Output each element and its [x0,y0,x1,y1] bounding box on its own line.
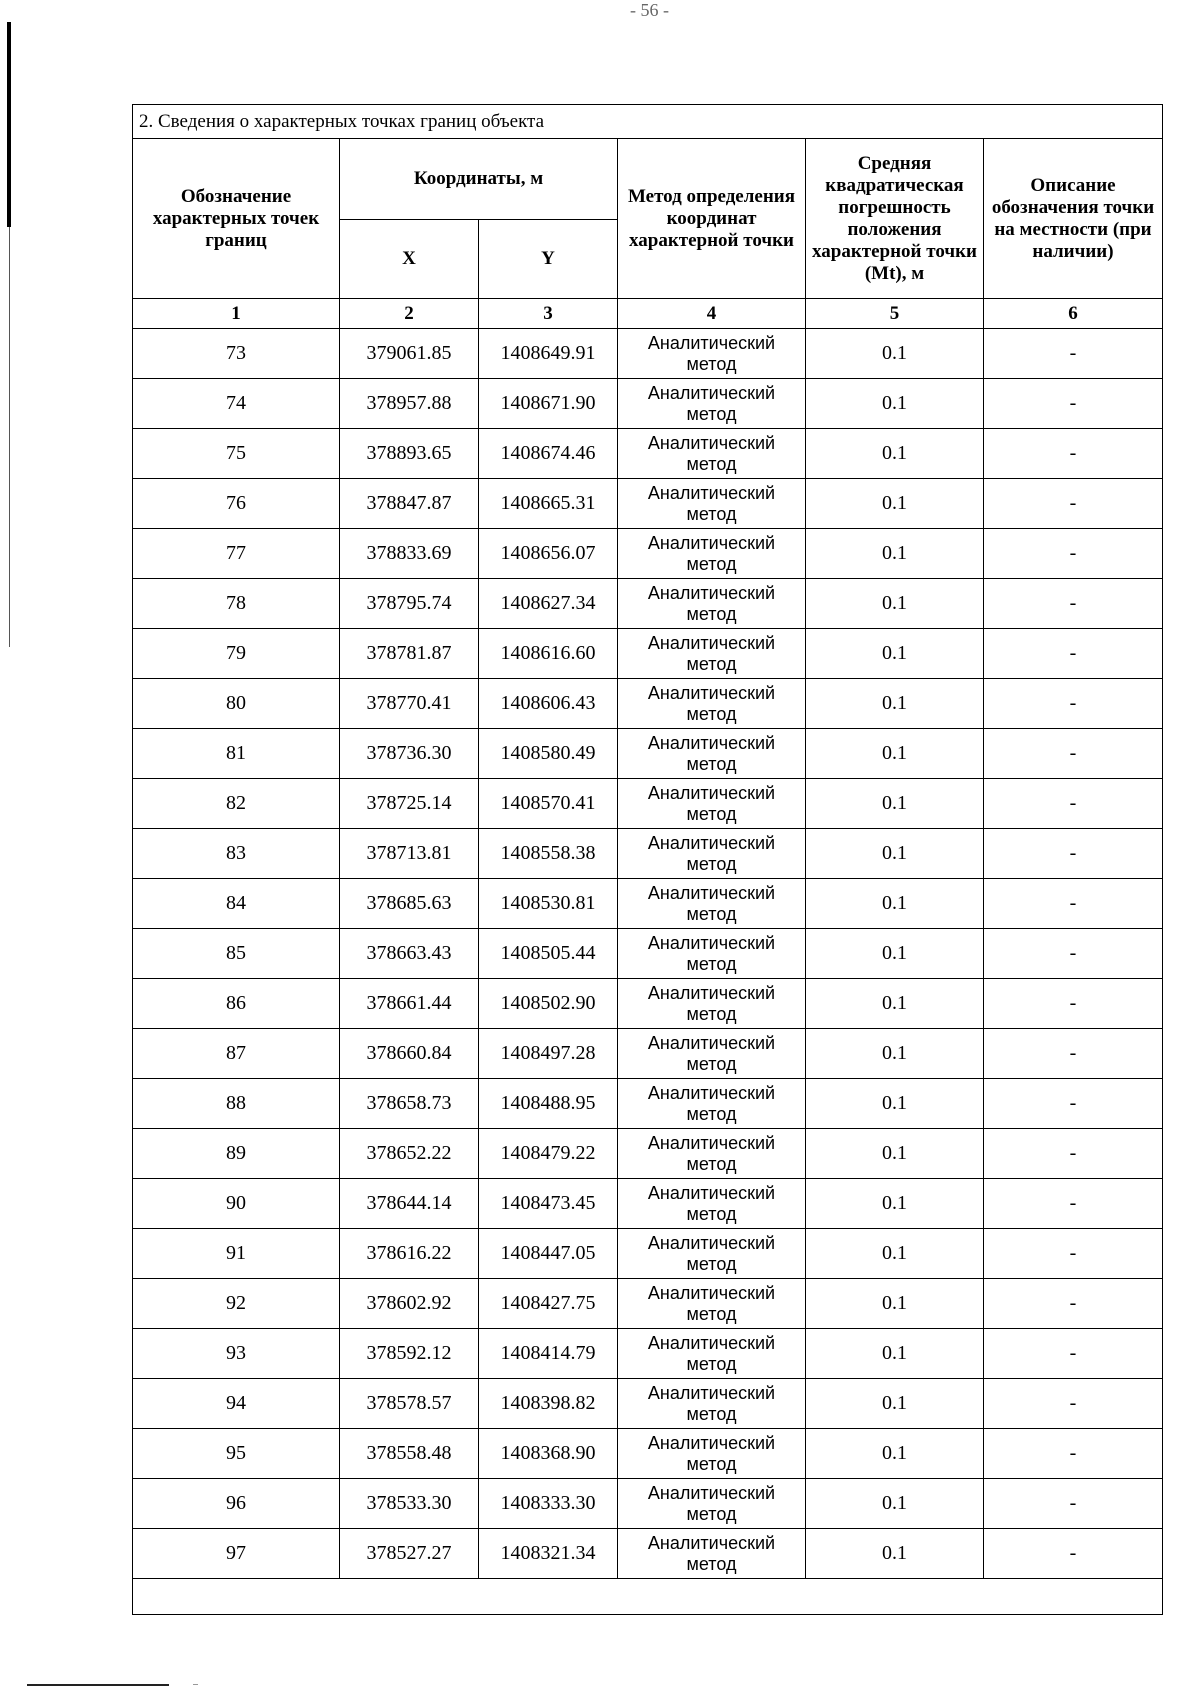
method-line: Аналитический [647,1232,776,1253]
x-cell: 378713.81 [340,829,479,879]
description-cell: - [984,729,1163,779]
method-line: метод [686,1553,737,1574]
y-cell: 1408333.30 [479,1479,618,1529]
method-line: метод [686,353,737,374]
description-cell: - [984,579,1163,629]
method-cell [618,479,806,529]
description-cell: - [984,1379,1163,1429]
error-cell: 0.1 [806,479,984,529]
method-line: Аналитический [647,1482,776,1503]
point-cell: 89 [133,1129,340,1179]
method-line: метод [686,1453,737,1474]
point-cell: 86 [133,979,340,1029]
table-row [133,929,1163,979]
method-line: метод [686,1203,737,1224]
empty-footer-cell [133,1579,1163,1615]
description-cell: - [984,529,1163,579]
description-cell: - [984,379,1163,429]
y-cell: 1408321.34 [479,1529,618,1579]
method-line: Аналитический [647,532,776,553]
y-cell: 1408414.79 [479,1329,618,1379]
error-cell: 0.1 [806,529,984,579]
scan-edge-line [9,227,10,647]
header-point-designation: Обозначение характерных точек границ [133,139,340,299]
method-line: метод [686,1353,737,1374]
method-line: Аналитический [647,1182,776,1203]
column-number: 3 [479,299,618,329]
method-line: Аналитический [647,1432,776,1453]
table-row [133,579,1163,629]
method-line: Аналитический [647,982,776,1003]
y-cell: 1408398.82 [479,1379,618,1429]
x-cell: 378558.48 [340,1429,479,1479]
error-cell: 0.1 [806,1129,984,1179]
description-cell: - [984,679,1163,729]
x-cell: 378781.87 [340,629,479,679]
method-cell [618,1379,806,1429]
header-y: Y [479,220,618,299]
x-cell: 378833.69 [340,529,479,579]
x-cell: 378616.22 [340,1229,479,1279]
description-cell: - [984,1479,1163,1529]
method-cell [618,1029,806,1079]
method-line: метод [686,1303,737,1324]
footer-dot [193,1684,198,1685]
method-line: Аналитический [647,1532,776,1553]
x-cell: 378652.22 [340,1129,479,1179]
error-cell: 0.1 [806,1229,984,1279]
method-cell [618,1279,806,1329]
y-cell: 1408427.75 [479,1279,618,1329]
column-number: 1 [133,299,340,329]
x-cell: 378644.14 [340,1179,479,1229]
description-cell: - [984,1429,1163,1479]
error-cell: 0.1 [806,1029,984,1079]
point-cell: 78 [133,579,340,629]
scan-edge-mark [7,22,11,227]
x-cell: 378592.12 [340,1329,479,1379]
y-cell: 1408656.07 [479,529,618,579]
table-row [133,1329,1163,1379]
x-cell: 379061.85 [340,329,479,379]
method-line: Аналитический [647,732,776,753]
description-cell: - [984,1029,1163,1079]
x-cell: 378770.41 [340,679,479,729]
point-cell: 81 [133,729,340,779]
table-row [133,479,1163,529]
footer-rule [27,1684,169,1686]
y-cell: 1408530.81 [479,879,618,929]
method-line: метод [686,703,737,724]
description-cell: - [984,1279,1163,1329]
x-cell: 378527.27 [340,1529,479,1579]
method-line: Аналитический [647,682,776,703]
x-cell: 378602.92 [340,1279,479,1329]
method-line: Аналитический [647,482,776,503]
y-cell: 1408502.90 [479,979,618,1029]
error-cell: 0.1 [806,729,984,779]
description-cell: - [984,979,1163,1029]
column-number: 6 [984,299,1163,329]
error-cell: 0.1 [806,1179,984,1229]
method-cell [618,579,806,629]
error-cell: 0.1 [806,1279,984,1329]
point-cell: 79 [133,629,340,679]
description-cell: - [984,1329,1163,1379]
x-cell: 378795.74 [340,579,479,629]
method-line: Аналитический [647,1382,776,1403]
column-number: 2 [340,299,479,329]
y-cell: 1408606.43 [479,679,618,729]
table-row [133,529,1163,579]
method-cell [618,1329,806,1379]
method-line: метод [686,1053,737,1074]
error-cell: 0.1 [806,1329,984,1379]
method-line: метод [686,1153,737,1174]
y-cell: 1408671.90 [479,379,618,429]
table-row [133,1079,1163,1129]
method-cell [618,1079,806,1129]
table-row [133,879,1163,929]
method-cell [618,429,806,479]
table-row [133,1429,1163,1479]
header-description: Описание обозначения точки на местности (при наличии) [984,139,1163,299]
method-line: метод [686,953,737,974]
table-row [133,979,1163,1029]
x-cell: 378663.43 [340,929,479,979]
method-line: метод [686,853,737,874]
method-line: метод [686,503,737,524]
method-line: метод [686,753,737,774]
description-cell: - [984,479,1163,529]
y-cell: 1408665.31 [479,479,618,529]
y-cell: 1408649.91 [479,329,618,379]
point-cell: 97 [133,1529,340,1579]
method-cell [618,829,806,879]
error-cell: 0.1 [806,579,984,629]
method-line: Аналитический [647,932,776,953]
y-cell: 1408447.05 [479,1229,618,1279]
error-cell: 0.1 [806,1379,984,1429]
error-cell: 0.1 [806,1479,984,1529]
method-cell [618,729,806,779]
method-cell [618,629,806,679]
method-cell [618,1179,806,1229]
header-coordinates: Координаты, м [340,139,618,220]
method-line: Аналитический [647,632,776,653]
error-cell: 0.1 [806,979,984,1029]
description-cell: - [984,429,1163,479]
x-cell: 378685.63 [340,879,479,929]
y-cell: 1408674.46 [479,429,618,479]
method-line: Аналитический [647,582,776,603]
y-cell: 1408627.34 [479,579,618,629]
method-line: метод [686,603,737,624]
method-cell [618,979,806,1029]
method-line: Аналитический [647,1032,776,1053]
y-cell: 1408473.45 [479,1179,618,1229]
method-line: метод [686,1253,737,1274]
point-cell: 91 [133,1229,340,1279]
y-cell: 1408497.28 [479,1029,618,1079]
description-cell: - [984,829,1163,879]
point-cell: 82 [133,779,340,829]
method-cell [618,1229,806,1279]
x-cell: 378661.44 [340,979,479,1029]
method-line: Аналитический [647,882,776,903]
method-cell [618,1429,806,1479]
method-cell [618,679,806,729]
method-cell [618,1129,806,1179]
method-line: метод [686,653,737,674]
description-cell: - [984,329,1163,379]
table-row [133,679,1163,729]
point-cell: 94 [133,1379,340,1429]
method-line: Аналитический [647,382,776,403]
x-cell: 378957.88 [340,379,479,429]
table-body [133,329,1163,1579]
error-cell: 0.1 [806,829,984,879]
table-row [133,1179,1163,1229]
method-line: метод [686,1503,737,1524]
method-cell [618,1529,806,1579]
x-cell: 378533.30 [340,1479,479,1529]
x-cell: 378660.84 [340,1029,479,1079]
y-cell: 1408580.49 [479,729,618,779]
method-cell [618,929,806,979]
point-cell: 95 [133,1429,340,1479]
point-cell: 84 [133,879,340,929]
y-cell: 1408616.60 [479,629,618,679]
y-cell: 1408479.22 [479,1129,618,1179]
point-cell: 73 [133,329,340,379]
x-cell: 378725.14 [340,779,479,829]
point-cell: 85 [133,929,340,979]
table-row [133,1129,1163,1179]
point-cell: 74 [133,379,340,429]
table-row [133,629,1163,679]
table-row [133,829,1163,879]
description-cell: - [984,929,1163,979]
method-line: метод [686,1103,737,1124]
table-row [133,429,1163,479]
x-cell: 378578.57 [340,1379,479,1429]
point-cell: 88 [133,1079,340,1129]
error-cell: 0.1 [806,1079,984,1129]
y-cell: 1408368.90 [479,1429,618,1479]
method-line: метод [686,1003,737,1024]
table-row [133,1029,1163,1079]
point-cell: 87 [133,1029,340,1079]
error-cell: 0.1 [806,879,984,929]
error-cell: 0.1 [806,779,984,829]
header-method: Метод определения координат характерной точки [618,139,806,299]
error-cell: 0.1 [806,329,984,379]
table-row [133,1529,1163,1579]
method-line: Аналитический [647,782,776,803]
method-line: метод [686,903,737,924]
point-cell: 92 [133,1279,340,1329]
method-line: Аналитический [647,832,776,853]
error-cell: 0.1 [806,679,984,729]
method-line: Аналитический [647,1132,776,1153]
table-row [133,779,1163,829]
method-line: метод [686,403,737,424]
method-line: метод [686,453,737,474]
table-row [133,1279,1163,1329]
description-cell: - [984,779,1163,829]
description-cell: - [984,1079,1163,1129]
y-cell: 1408488.95 [479,1079,618,1129]
point-cell: 83 [133,829,340,879]
x-cell: 378847.87 [340,479,479,529]
y-cell: 1408505.44 [479,929,618,979]
method-line: Аналитический [647,1282,776,1303]
header-error: Средняя квадратическая погрешность положения характерной точки (Mt), м [806,139,984,299]
point-cell: 77 [133,529,340,579]
method-cell [618,379,806,429]
error-cell: 0.1 [806,1529,984,1579]
point-cell: 96 [133,1479,340,1529]
point-cell: 93 [133,1329,340,1379]
method-line: Аналитический [647,1082,776,1103]
method-line: Аналитический [647,1332,776,1353]
page-number: - 56 - [630,0,669,20]
point-cell: 76 [133,479,340,529]
point-cell: 75 [133,429,340,479]
x-cell: 378658.73 [340,1079,479,1129]
method-cell [618,1479,806,1529]
column-number: 5 [806,299,984,329]
table-row [133,1379,1163,1429]
method-line: метод [686,1403,737,1424]
description-cell: - [984,879,1163,929]
point-cell: 80 [133,679,340,729]
method-cell [618,329,806,379]
table-footer-row [133,1579,1163,1615]
description-cell: - [984,1129,1163,1179]
section-title: 2. Сведения о характерных точках границ объекта [133,105,1163,139]
table-row [133,379,1163,429]
table-row [133,729,1163,779]
table-row [133,329,1163,379]
method-cell [618,529,806,579]
y-cell: 1408558.38 [479,829,618,879]
y-cell: 1408570.41 [479,779,618,829]
description-cell: - [984,1179,1163,1229]
method-line: метод [686,553,737,574]
x-cell: 378736.30 [340,729,479,779]
method-line: Аналитический [647,332,776,353]
point-cell: 90 [133,1179,340,1229]
error-cell: 0.1 [806,929,984,979]
method-cell [618,779,806,829]
description-cell: - [984,1529,1163,1579]
error-cell: 0.1 [806,379,984,429]
description-cell: - [984,629,1163,679]
header-x: X [340,220,479,299]
column-number: 4 [618,299,806,329]
boundary-points-table [132,104,1163,1615]
x-cell: 378893.65 [340,429,479,479]
error-cell: 0.1 [806,1429,984,1479]
method-line: метод [686,803,737,824]
error-cell: 0.1 [806,429,984,479]
description-cell: - [984,1229,1163,1279]
table-row [133,1229,1163,1279]
method-line: Аналитический [647,432,776,453]
table-row [133,1479,1163,1529]
error-cell: 0.1 [806,629,984,679]
method-cell [618,879,806,929]
